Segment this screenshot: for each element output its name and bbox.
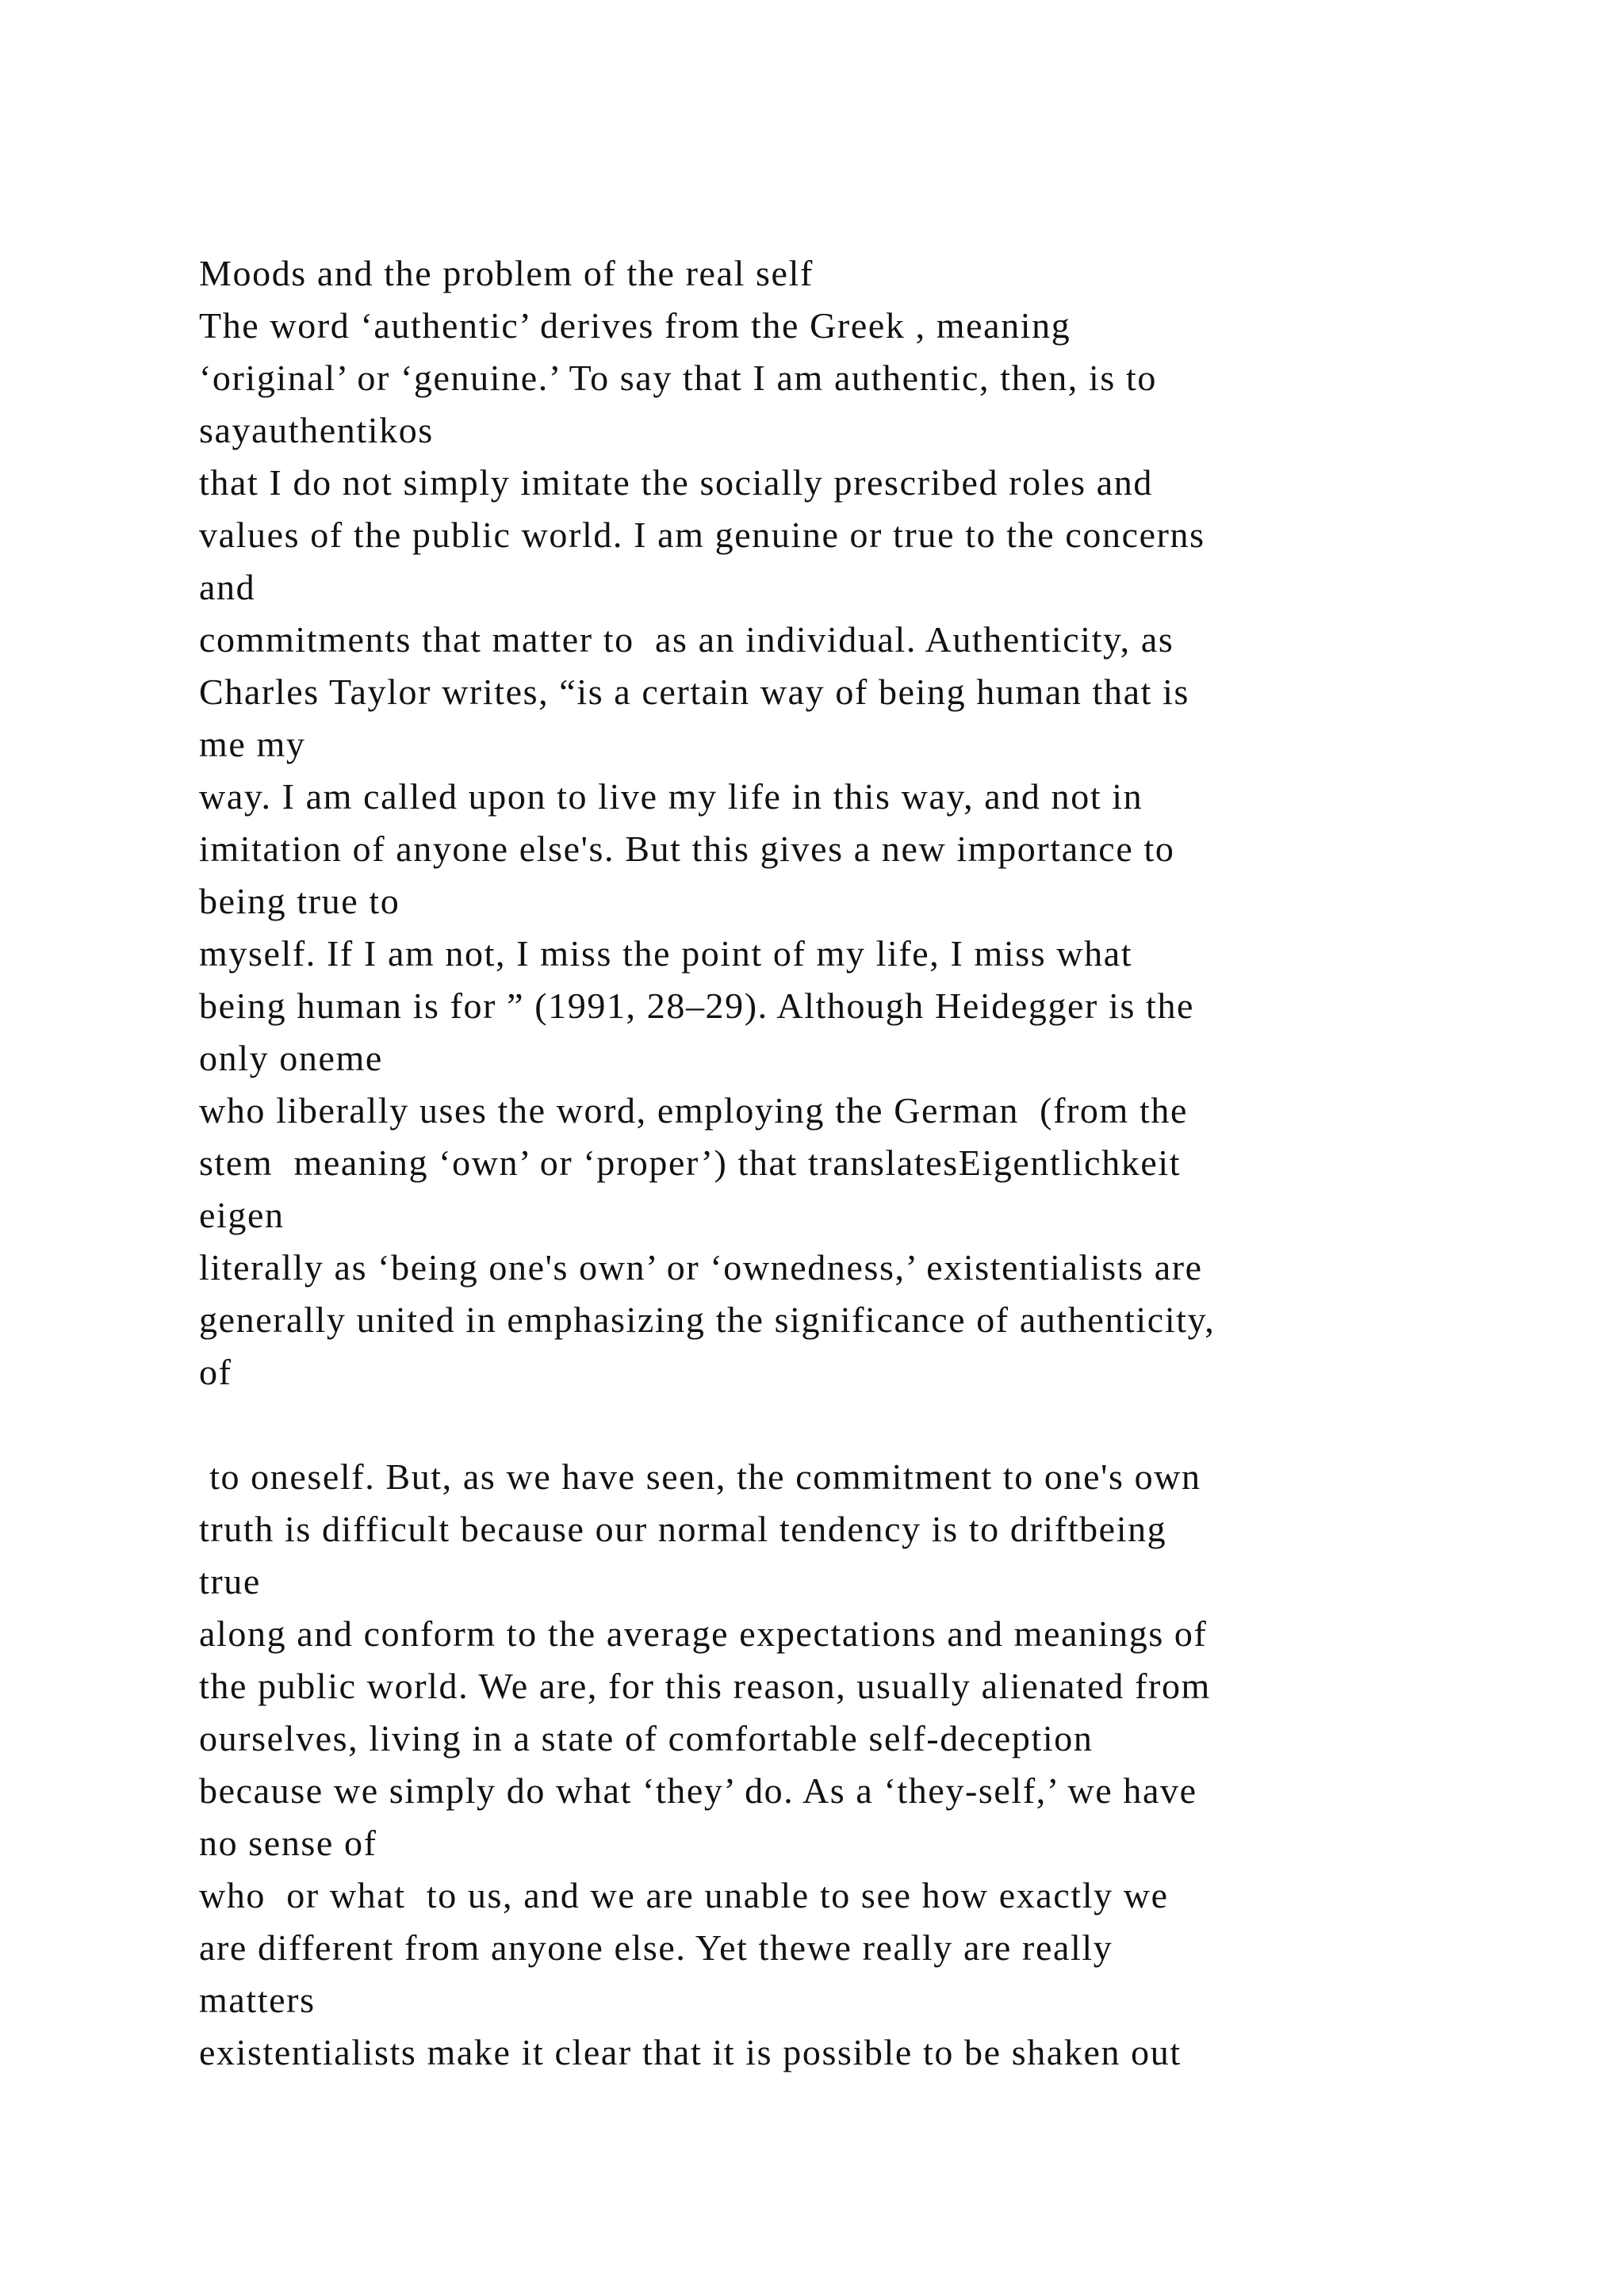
text-line: me my [199,724,306,764]
text-line: truth is difficult because our normal tendency is to driftbeing [199,1509,1167,1549]
text-line: to oneself. But, as we have seen, the commitment to one's own [199,1456,1201,1497]
text-line: and [199,567,256,607]
text-line: existentialists make it clear that it is possible to be shaken out [199,2032,1182,2072]
text-line: imitation of anyone else's. But this gives a new importance to [199,828,1175,869]
blank-line [199,1399,1595,1451]
text-line: the public world. We are, for this reason, usually alienated from [199,1666,1211,1706]
text-line: Moods and the problem of the real self [199,253,814,293]
document-body [199,247,1595,2079]
text-line: myself. If I am not, I miss the point of my life, I miss what [199,933,1133,974]
text-line: being true to [199,881,400,921]
text-line: are different from anyone else. Yet thewe really are really [199,1927,1113,1968]
text-line: no sense of [199,1823,377,1863]
text-line: who liberally uses the word, employing the German (from the [199,1090,1188,1131]
text-line: only oneme [199,1038,383,1078]
text-line: matters [199,1980,316,2020]
text-line: The word ‘authentic’ derives from the Greek , meaning [199,305,1071,346]
text-line: that I do not simply imitate the socially prescribed roles and [199,462,1153,503]
text-line: commitments that matter to as an individual. Authenticity, as [199,619,1174,660]
text-line: way. I am called upon to live my life in this way, and not in [199,776,1143,817]
text-line: true [199,1561,261,1601]
text-line: sayauthentikos [199,410,434,450]
text-line: Charles Taylor writes, “is a certain way of being human that is [199,672,1189,712]
text-line: stem meaning ‘own’ or ‘proper’) that translatesEigentlichkeit [199,1142,1182,1183]
text-line: eigen [199,1195,285,1235]
text-line: generally united in emphasizing the significance of authenticity, [199,1299,1216,1340]
text-line: values of the public world. I am genuine or true to the concerns [199,515,1205,555]
text-line: ourselves, living in a state of comfortable self-deception [199,1718,1094,1758]
text-line: along and conform to the average expectations and meanings of [199,1613,1208,1654]
text-line: ‘original’ or ‘genuine.’ To say that I am authentic, then, is to [199,358,1157,398]
text-line: who or what to us, and we are unable to see how exactly we [199,1875,1169,1915]
text-line: of [199,1352,232,1392]
text-line: literally as ‘being one's own’ or ‘ownedness,’ existentialists are [199,1247,1203,1288]
text-line: being human is for ” (1991, 28–29). Although Heidegger is the [199,985,1195,1026]
text-line: because we simply do what ‘they’ do. As a ‘they-self,’ we have [199,1770,1197,1811]
